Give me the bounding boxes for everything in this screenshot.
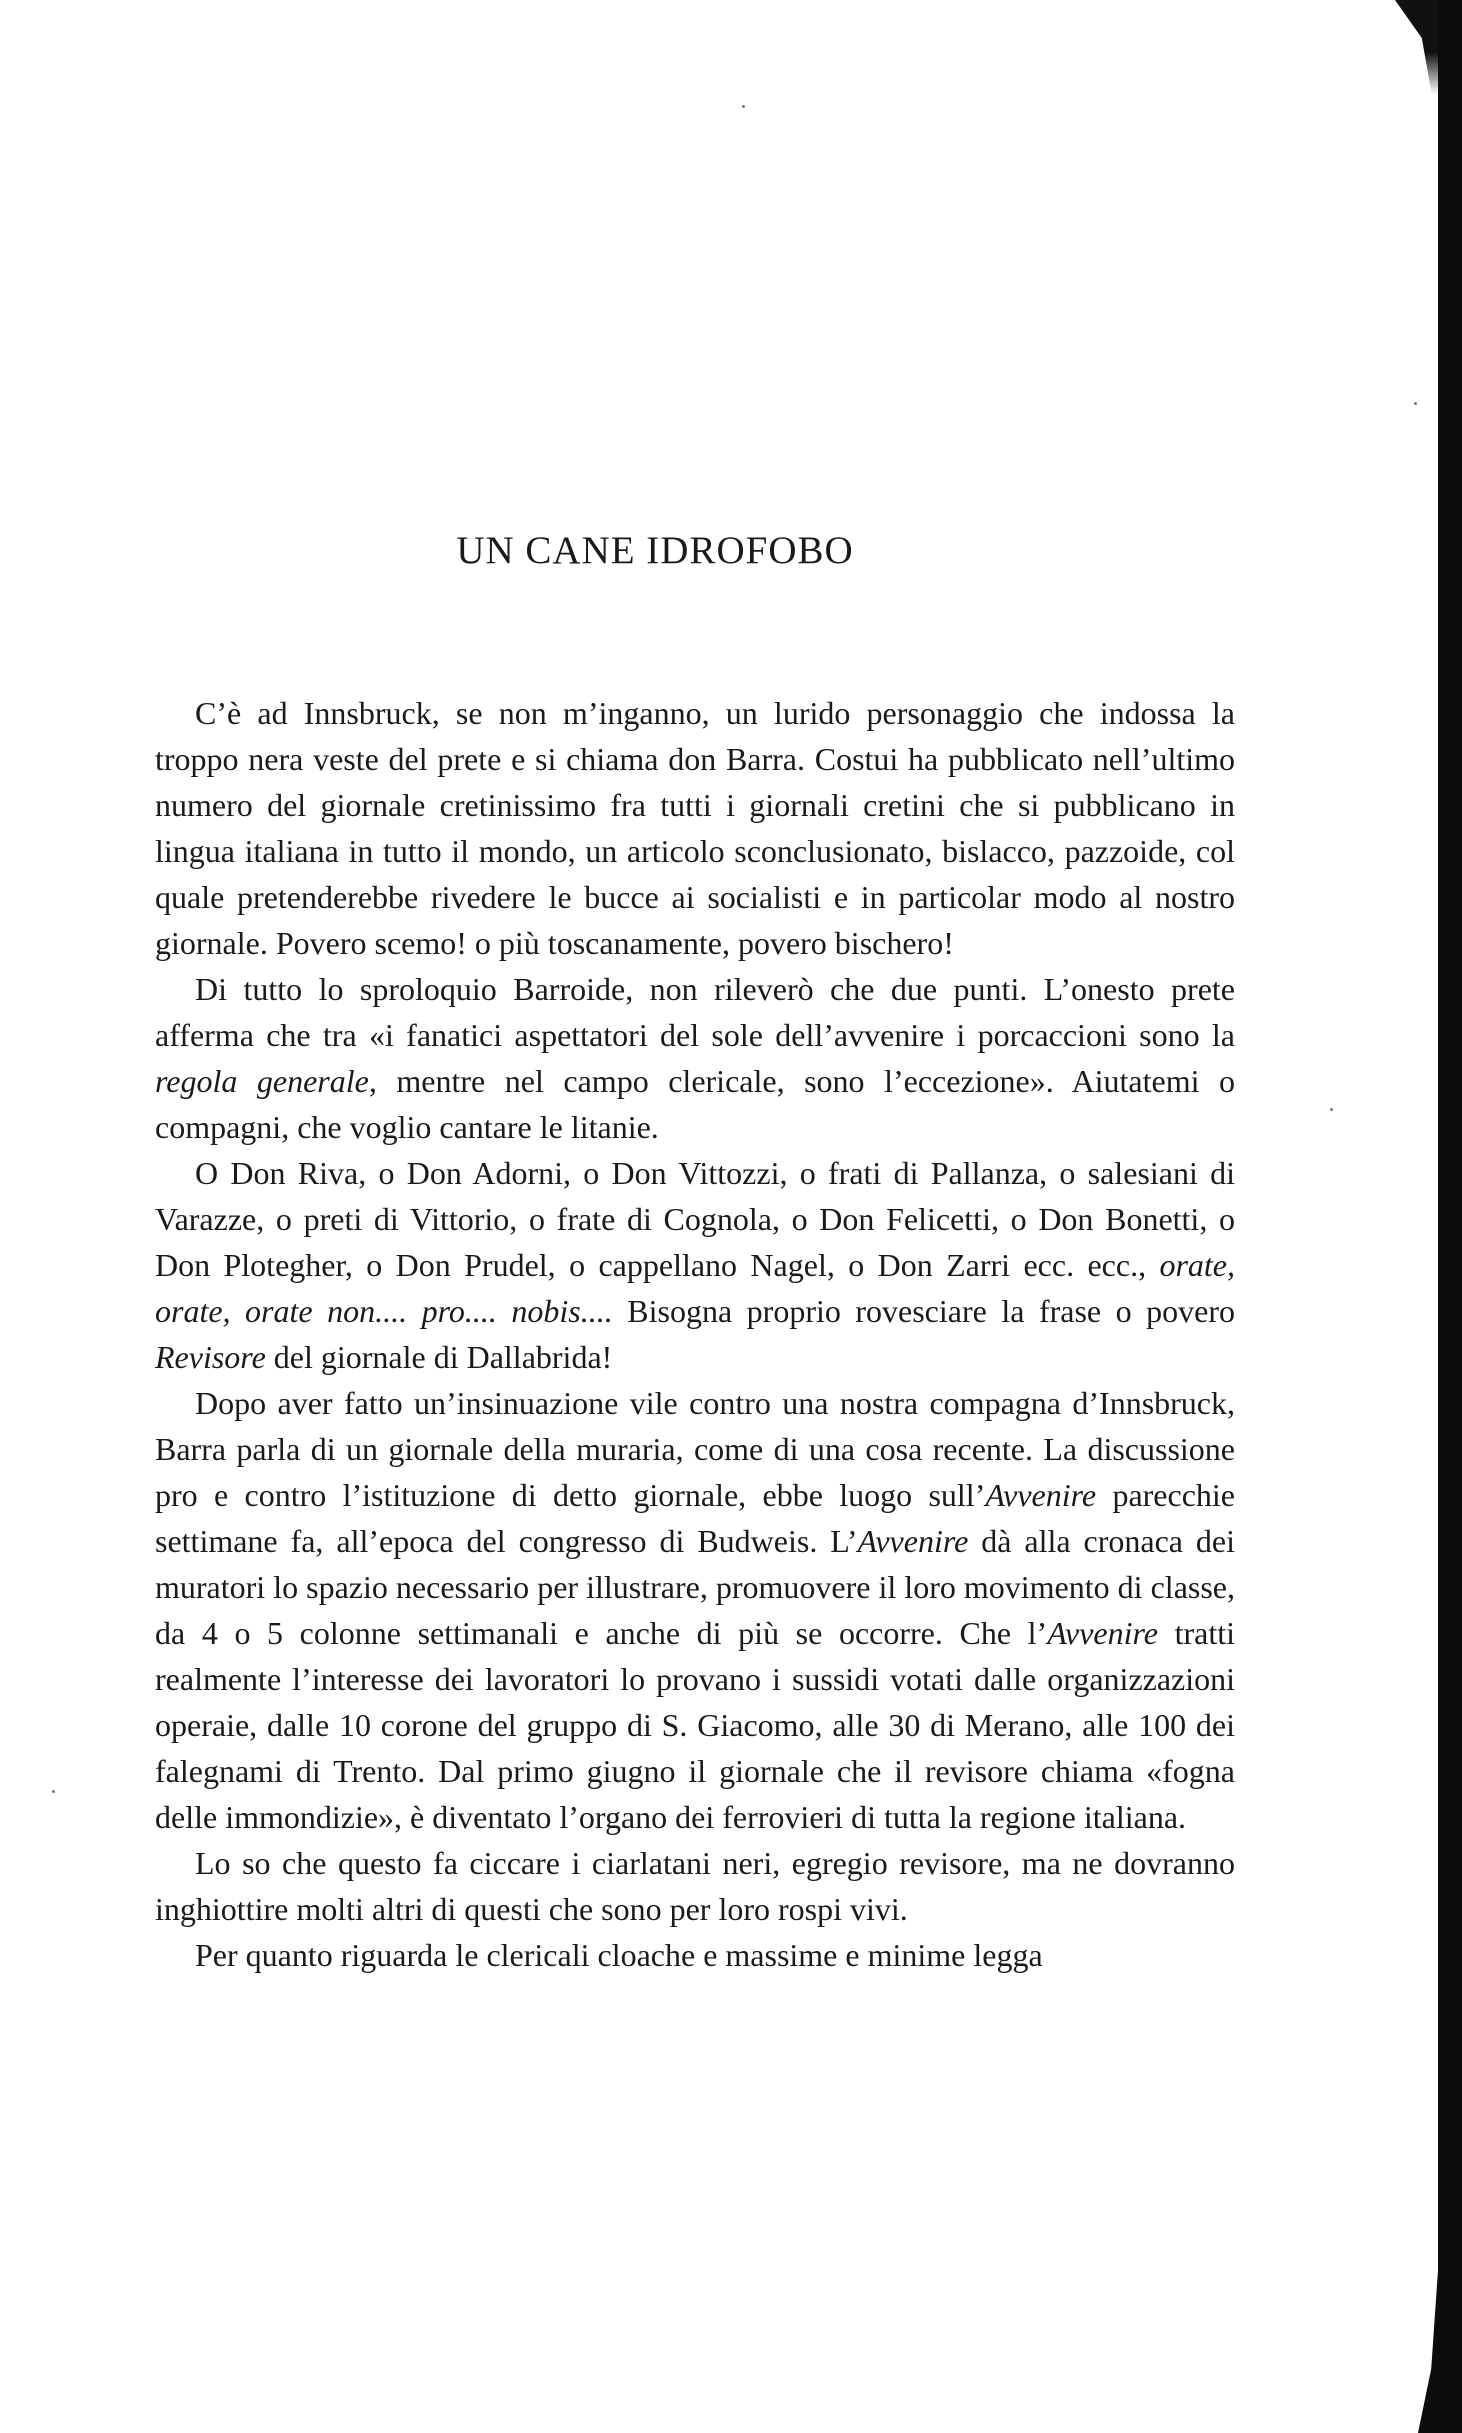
- scan-speck: [52, 1790, 55, 1793]
- italic-text-run: orate, orate, orate non.... pro.... nobis....: [155, 1247, 1235, 1329]
- text-run: Per quanto riguarda le clericali cloache e massime e minime legga: [195, 1937, 1043, 1973]
- text-run: Di tutto lo sproloquio Barroide, non rileverò che due punti. L’onesto prete afferma che tra «i fanatici aspettatori del sole dell’avvenire i porcaccioni sono la: [155, 971, 1235, 1053]
- text-run: Lo so che questo fa ciccare i ciarlatani neri, egregio revisore, ma ne dovranno inghiottire molti altri di questi che sono per loro rospi vivi.: [155, 1845, 1235, 1927]
- page-title: UN CANE IDROFOBO: [456, 529, 854, 572]
- text-run: dà alla cronaca dei muratori lo spazio necessario per illustrare, promuovere il loro movimento di classe, da 4 o 5 colonne settimanali e anche di più se occorre. Che l’: [155, 1523, 1236, 1651]
- text-run: Dopo aver fatto un’insinuazione vile contro una nostra compagna d’Innsbruck, Barra parla di un giornale della muraria, come di una cosa recente. La discussione pro e contro l’istituzione di detto giornale, ebbe luogo sull’: [155, 1385, 1235, 1513]
- text-run: tratti realmente l’interesse dei lavoratori lo provano i sussidi votati dalle organizzazioni operaie, dalle 10 corone del gruppo di S. Giacomo, alle 30 di Merano, alle 100 dei falegnami di Trento. Dal primo giugno il giornale che il revisore chiama «fogna delle immondizie», è diventato l’organo dei ferrovieri di tutta la regione italiana.: [155, 1615, 1236, 1835]
- italic-text-run: Avvenire: [857, 1523, 969, 1559]
- scan-speck: [1414, 402, 1417, 405]
- italic-text-run: regola generale,: [155, 1063, 377, 1099]
- italic-text-run: Avvenire: [1047, 1615, 1158, 1651]
- italic-text-run: Revisore: [155, 1339, 266, 1375]
- paragraph: [155, 690, 1235, 966]
- text-run: Bisogna proprio rovesciare la frase o povero: [612, 1293, 1236, 1329]
- text-run: C’è ad Innsbruck, se non m’inganno, un lurido personaggio che indossa la troppo nera veste del prete e si chiama don Barra. Costui ha pubblicato nell’ultimo numero del giornale cretinissimo fra tutti i giornali cretini che si pubblicano in lingua italiana in tutto il mondo, un articolo sconclusionato, bislacco, pazzoide, col quale pretenderebbe rivedere le bucce ai socialisti e in particolar modo al nostro giornale. Povero scemo! o più toscanamente, povero bischero!: [155, 695, 1235, 961]
- text-run: mentre nel campo clericale, sono l’eccezione». Aiutatemi o compagni, che voglio cantare le litanie.: [155, 1063, 1236, 1145]
- scan-edge-shadow: [1438, 0, 1462, 2433]
- text-run: parecchie settimane fa, all’epoca del congresso di Budweis. L’: [155, 1477, 1236, 1559]
- scan-speck: [1330, 1108, 1333, 1111]
- paragraph: [155, 966, 1235, 1150]
- text-run: del giornale di Dallabrida!: [265, 1339, 613, 1375]
- scan-speck: [742, 105, 745, 108]
- paragraph: [155, 1840, 1235, 1932]
- text-run: O Don Riva, o Don Adorni, o Don Vittozzi, o frati di Pallanza, o salesiani di Varazze, o preti di Vittorio, o frate di Cognola, o Don Felicetti, o Don Bonetti, o Don Plotegher, o Don Prudel, o cappellano Nagel, o Don Zarri ecc. ecc.,: [155, 1155, 1235, 1283]
- paragraph: [155, 1932, 1235, 1978]
- italic-text-run: Avvenire: [985, 1477, 1097, 1513]
- body-text: [155, 690, 1235, 1978]
- paragraph: [155, 1150, 1235, 1380]
- paragraph: [155, 1380, 1235, 1840]
- scan-edge-shadow-bottom: [1418, 2273, 1462, 2433]
